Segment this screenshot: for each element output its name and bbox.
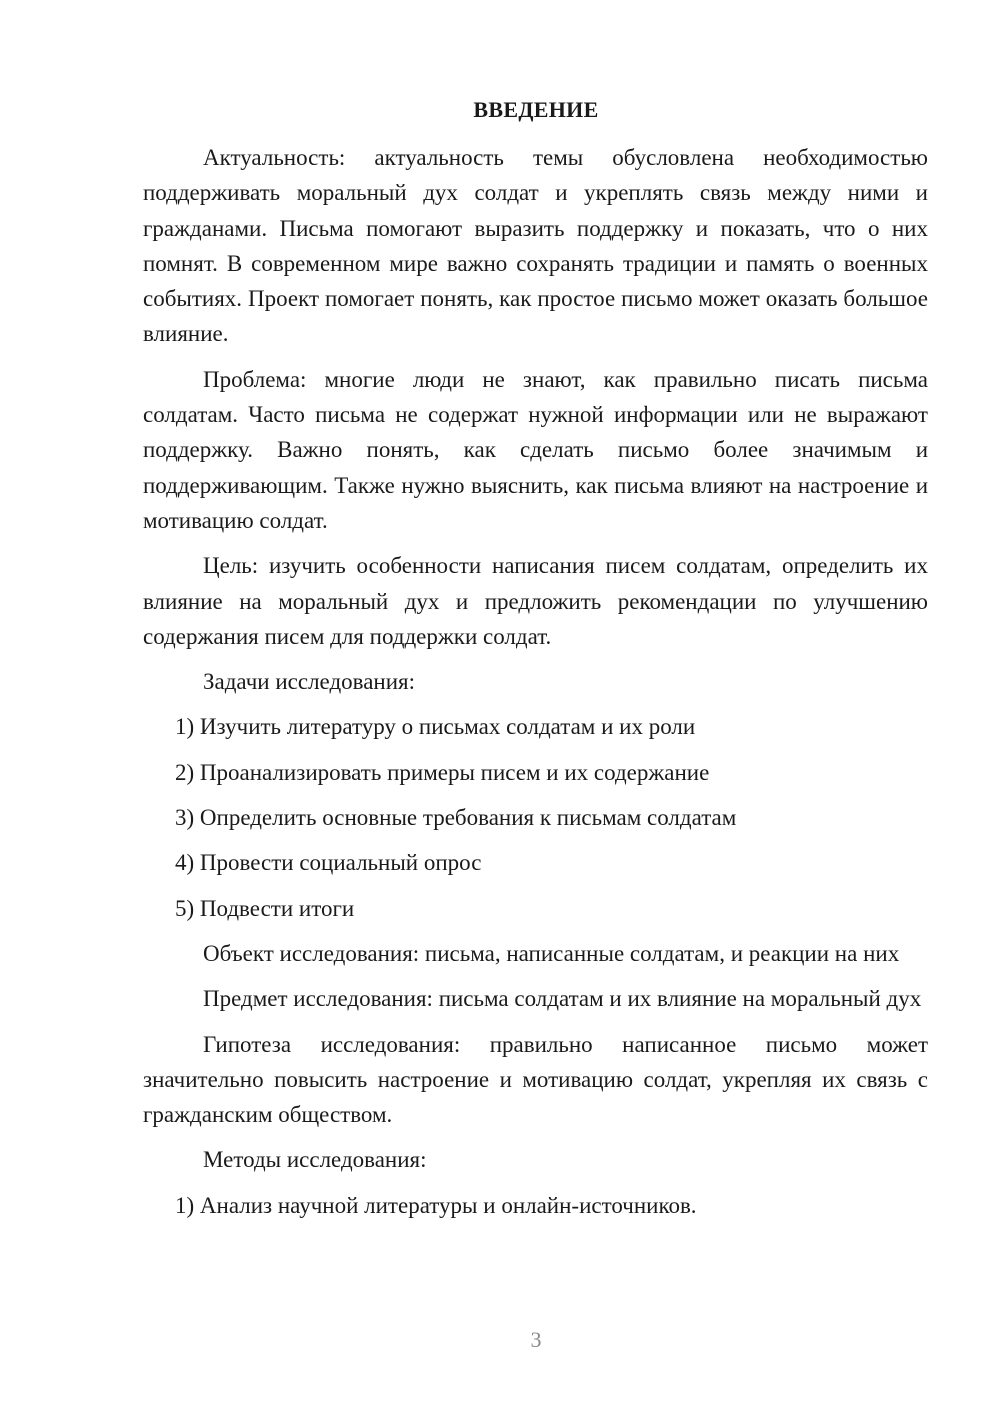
task-item: 3) Определить основные требования к письмам солдатам <box>175 805 737 831</box>
section-heading: ВВЕДЕНИЕ <box>473 97 599 122</box>
task-item: 1) Изучить литературу о письмах солдатам и их роли <box>175 714 696 740</box>
problem-paragraph: Проблема: многие люди не знают, как правильно писать письма солдатам. Часто письма не содержат нужной информации или не выражают поддержку. Важно понять, как сделать письмо более значимым и поддерживающим. Также нужно выяснить, как письма влияют на настроение и мотивацию солдат. <box>143 366 928 533</box>
hypothesis-paragraph: Гипотеза исследования: правильно написанное письмо может значительно повысить настроение и мотивацию солдат, укрепляя их связь с гражданским обществом. <box>143 1031 928 1128</box>
relevance-paragraph: Актуальность: актуальность темы обусловлена необходимостью поддерживать моральный дух солдат и укреплять связь между ними и гражданами. Письма помогают выразить поддержку и показать, что о них помнят. В современном мире важно сохранять традиции и память о военных событиях. Проект помогает понять, как простое письмо может оказать большое влияние. <box>143 145 928 347</box>
object-paragraph: Объект исследования: письма, написанные солдатам, и реакции на них <box>203 940 900 966</box>
task-item: 2) Проанализировать примеры писем и их содержание <box>175 759 710 785</box>
page-number: 3 <box>530 1327 542 1352</box>
task-item: 5) Подвести итоги <box>175 895 355 921</box>
methods-heading: Методы исследования: <box>203 1147 427 1173</box>
subject-paragraph: Предмет исследования: письма солдатам и их влияние на моральный дух <box>203 986 922 1012</box>
tasks-heading: Задачи исследования: <box>203 669 416 695</box>
document-body <box>143 140 928 1233</box>
goal-paragraph: Цель: изучить особенности написания писем солдатам, определить их влияние на моральный дух и предложить рекомендации по улучшению содержания писем для поддержки солдат. <box>143 553 928 649</box>
method-item: 1) Анализ научной литературы и онлайн-источников. <box>175 1192 697 1218</box>
task-item: 4) Провести социальный опрос <box>175 850 482 876</box>
